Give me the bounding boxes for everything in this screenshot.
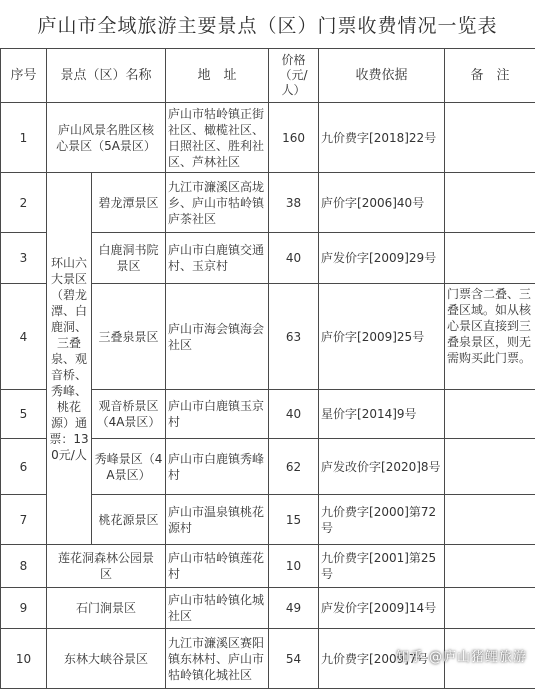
spot-price: 54 <box>269 629 319 689</box>
spot-name: 观音桥景区（4A景区） <box>92 390 166 439</box>
spot-note <box>445 233 535 284</box>
spot-address: 庐山市白鹿镇交通村、玉京村 <box>166 233 269 284</box>
spot-price: 10 <box>269 545 319 588</box>
spot-address: 九江市濂溪区高垅乡、庐山市牯岭镇庐茶社区 <box>166 173 269 233</box>
fee-basis: 九价费字[2009]7号 <box>319 629 445 689</box>
spot-note <box>445 390 535 439</box>
row-no: 8 <box>1 545 47 588</box>
spot-name: 庐山风景名胜区核心景区（5A景区） <box>47 103 166 173</box>
header-address: 地 址 <box>166 49 269 103</box>
spot-name: 白鹿洞书院景区 <box>92 233 166 284</box>
spot-address: 庐山市温泉镇桃花源村 <box>166 495 269 545</box>
spot-address: 庐山市牯岭镇化城社区 <box>166 588 269 629</box>
ring-group-label: 环山六大景区（碧龙潭、白鹿洞、三叠泉、观音桥、秀峰、桃花源）通票：130元/人 <box>47 173 92 545</box>
spot-note <box>445 173 535 233</box>
spot-address: 庐山市海会镇海会社区 <box>166 284 269 390</box>
page-title: 庐山市全域旅游主要景点（区）门票收费情况一览表 <box>0 0 535 49</box>
row-no: 5 <box>1 390 47 439</box>
table-row <box>1 173 535 233</box>
header-spot-name: 景点（区）名称 <box>47 49 166 103</box>
fee-basis: 九价费字[2018]22号 <box>319 103 445 173</box>
header-basis: 收费依据 <box>319 49 445 103</box>
header-no: 序号 <box>1 49 47 103</box>
spot-address: 庐山市牯岭镇莲花村 <box>166 545 269 588</box>
table-row <box>1 545 535 588</box>
fee-basis: 九价费字[2000]第72号 <box>319 495 445 545</box>
row-no: 4 <box>1 284 47 390</box>
header-note: 备 注 <box>445 49 535 103</box>
spot-price: 15 <box>269 495 319 545</box>
row-no: 10 <box>1 629 47 689</box>
row-no: 3 <box>1 233 47 284</box>
spot-note: 门票含二叠、三叠区域。如从核心景区直接到三叠泉景区，则无需购买此门票。 <box>445 284 535 390</box>
spot-price: 40 <box>269 390 319 439</box>
spot-name: 秀峰景区（4A景区） <box>92 439 166 495</box>
watermark: 知乎 @庐山猪鲤旅游 <box>396 646 527 665</box>
spot-name: 三叠泉景区 <box>92 284 166 390</box>
spot-note <box>445 588 535 629</box>
fee-basis: 庐价字[2006]40号 <box>319 173 445 233</box>
row-no: 1 <box>1 103 47 173</box>
spot-price: 49 <box>269 588 319 629</box>
spot-note <box>445 545 535 588</box>
table-row <box>1 103 535 173</box>
spot-name: 石门涧景区 <box>47 588 166 629</box>
fee-basis: 庐发价字[2009]29号 <box>319 233 445 284</box>
spot-address: 庐山市白鹿镇秀峰村 <box>166 439 269 495</box>
fee-basis: 庐价字[2009]25号 <box>319 284 445 390</box>
spot-price: 38 <box>269 173 319 233</box>
spot-address: 庐山市白鹿镇玉京村 <box>166 390 269 439</box>
spot-name: 桃花源景区 <box>92 495 166 545</box>
spot-price: 160 <box>269 103 319 173</box>
spot-note <box>445 103 535 173</box>
spot-note <box>445 439 535 495</box>
spot-price: 40 <box>269 233 319 284</box>
fee-basis: 星价字[2014]9号 <box>319 390 445 439</box>
row-no: 6 <box>1 439 47 495</box>
spot-address: 九江市濂溪区赛阳镇东林村、庐山市牯岭镇化城社区 <box>166 629 269 689</box>
fee-basis: 庐发价字[2009]14号 <box>319 588 445 629</box>
fee-basis: 九价费字[2001]第25号 <box>319 545 445 588</box>
spot-price: 63 <box>269 284 319 390</box>
spot-name: 碧龙潭景区 <box>92 173 166 233</box>
header-row <box>1 49 535 103</box>
header-price: 价格（元/人） <box>269 49 319 103</box>
spot-note <box>445 495 535 545</box>
fee-table <box>0 48 535 689</box>
spot-name: 东林大峡谷景区 <box>47 629 166 689</box>
table-row <box>1 588 535 629</box>
spot-price: 62 <box>269 439 319 495</box>
spot-address: 庐山市牯岭镇正街社区、橄榄社区、日照社区、胜利社区、芦林社区 <box>168 106 266 170</box>
row-no: 7 <box>1 495 47 545</box>
row-no: 2 <box>1 173 47 233</box>
fee-basis: 庐发改价字[2020]8号 <box>319 439 445 495</box>
spot-name: 莲花洞森林公园景区 <box>47 545 166 588</box>
row-no: 9 <box>1 588 47 629</box>
